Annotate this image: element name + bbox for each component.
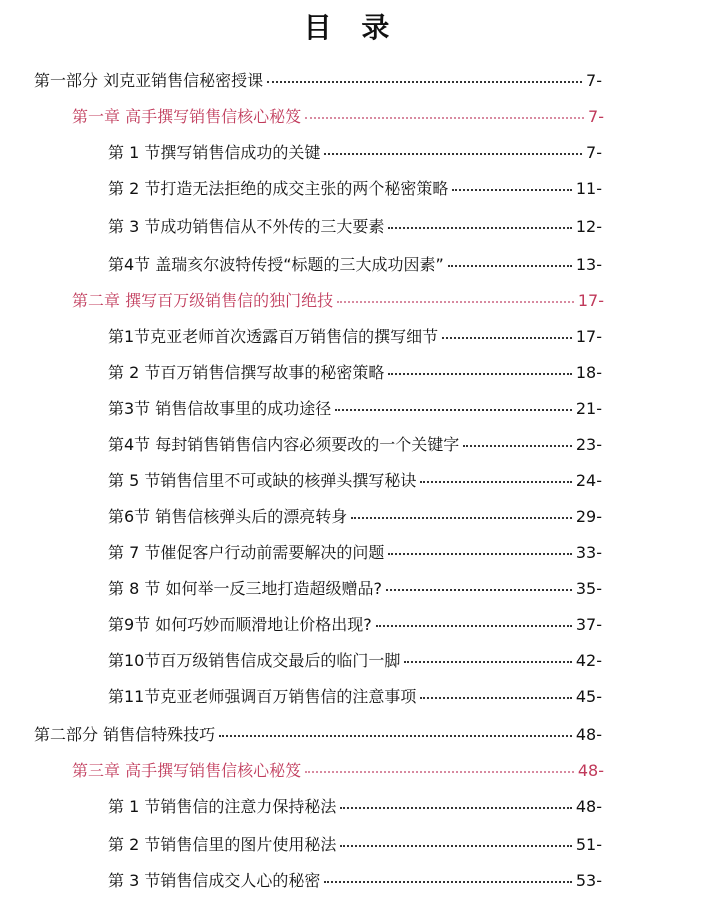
toc-part-entry[interactable]	[34, 722, 602, 748]
toc-section-entry[interactable]	[108, 794, 602, 820]
toc-page-number: 37-	[575, 615, 602, 634]
toc-section-entry[interactable]	[108, 396, 602, 422]
toc-entry-title: 第一章 高手撰写销售信核心秘笈	[72, 107, 302, 126]
toc-entry-title: 第 3 节销售信成交人心的秘密	[108, 871, 321, 890]
toc-page-number: 29-	[575, 507, 602, 526]
toc-entry-title: 第 2 节百万销售信撰写故事的秘密策略	[108, 363, 385, 382]
toc-entry-title: 第二章 撰写百万级销售信的独门绝技	[72, 291, 334, 310]
toc-page-number: 7-	[588, 107, 604, 126]
page-title: 目 录	[303, 11, 400, 44]
toc-page-number: 12-	[575, 217, 602, 236]
toc-chapter-entry[interactable]	[72, 104, 604, 130]
toc-page-number: 7-	[586, 143, 602, 162]
dot-leader	[337, 301, 574, 303]
toc-entry-title: 第4节 盖瑞亥尔波特传授“标题的三大成功因素”	[108, 255, 444, 274]
toc-section-entry[interactable]	[108, 214, 602, 240]
toc-page-number: 51-	[575, 835, 602, 854]
toc-page-number: 53-	[575, 871, 602, 890]
dot-leader	[324, 881, 572, 883]
dot-leader	[452, 189, 572, 191]
toc-page-number: 45-	[575, 687, 602, 706]
toc-entry-title: 第三章 高手撰写销售信核心秘笈	[72, 761, 302, 780]
dot-leader	[404, 661, 571, 663]
toc-page-number: 23-	[575, 435, 602, 454]
toc-entry-title: 第 8 节 如何举一反三地打造超级赠品?	[108, 579, 382, 598]
toc-part-entry[interactable]	[34, 68, 602, 94]
toc-section-entry[interactable]	[108, 504, 602, 530]
dot-leader	[386, 589, 572, 591]
toc-section-entry[interactable]	[108, 140, 602, 166]
toc-entry-title: 第4节 每封销售销售信内容必须要改的一个关键字	[108, 435, 460, 454]
toc-entry-title: 第 2 节打造无法拒绝的成交主张的两个秘密策略	[108, 179, 449, 198]
dot-leader	[388, 373, 572, 375]
toc-page-number: 48-	[575, 797, 602, 816]
toc-entry-title: 第 7 节催促客户行动前需要解决的问题	[108, 543, 385, 562]
dot-leader	[305, 771, 574, 773]
toc-section-entry[interactable]	[108, 684, 602, 710]
dot-leader	[448, 265, 572, 267]
toc-entry-title: 第 3 节成功销售信从不外传的三大要素	[108, 217, 385, 236]
toc-entry-title: 第6节 销售信核弹头后的漂亮转身	[108, 507, 348, 526]
toc-page-number: 42-	[575, 651, 602, 670]
toc-section-entry[interactable]	[108, 360, 602, 386]
dot-leader	[305, 117, 584, 119]
toc-page-number: 11-	[575, 179, 602, 198]
toc-section-entry[interactable]	[108, 832, 602, 858]
toc-page-number: 18-	[575, 363, 602, 382]
toc-entry-title: 第11节克亚老师强调百万销售信的注意事项	[108, 687, 417, 706]
toc-section-entry[interactable]	[108, 252, 602, 278]
toc-section-entry[interactable]	[108, 432, 602, 458]
dot-leader	[267, 81, 582, 83]
toc-page-number: 24-	[575, 471, 602, 490]
toc-entry-title: 第3节 销售信故事里的成功途径	[108, 399, 332, 418]
toc-section-entry[interactable]	[108, 576, 602, 602]
toc-page-number: 35-	[575, 579, 602, 598]
dot-leader	[388, 227, 572, 229]
dot-leader	[219, 735, 572, 737]
dot-leader	[335, 409, 572, 411]
dot-leader	[324, 153, 582, 155]
dot-leader	[463, 445, 572, 447]
toc-section-entry[interactable]	[108, 648, 602, 674]
toc-entry-title: 第二部分 销售信特殊技巧	[34, 725, 216, 744]
toc-section-entry[interactable]	[108, 868, 602, 894]
toc-section-entry[interactable]	[108, 612, 602, 638]
toc-entry-title: 第 1 节撰写销售信成功的关键	[108, 143, 321, 162]
dot-leader	[388, 553, 572, 555]
toc-entry-title: 第9节 如何巧妙而顺滑地让价格出现?	[108, 615, 372, 634]
toc-page-number: 33-	[575, 543, 602, 562]
toc-section-entry[interactable]	[108, 468, 602, 494]
toc-section-entry[interactable]	[108, 176, 602, 202]
dot-leader	[376, 625, 572, 627]
toc-page-number: 7-	[586, 71, 602, 90]
toc-entry-title: 第 1 节销售信的注意力保持秘法	[108, 797, 337, 816]
toc-entry-title: 第1节克亚老师首次透露百万销售信的撰写细节	[108, 327, 439, 346]
toc-entry-title: 第10节百万级销售信成交最后的临门一脚	[108, 651, 401, 670]
toc-page-number: 48-	[577, 761, 604, 780]
dot-leader	[351, 517, 572, 519]
toc-chapter-entry[interactable]	[72, 288, 604, 314]
toc-page-number: 17-	[575, 327, 602, 346]
toc-page-number: 21-	[575, 399, 602, 418]
dot-leader	[340, 807, 572, 809]
toc-chapter-entry[interactable]	[72, 758, 604, 784]
dot-leader	[420, 697, 571, 699]
toc-section-entry[interactable]	[108, 324, 602, 350]
toc-entry-title: 第一部分 刘克亚销售信秘密授课	[34, 71, 264, 90]
dot-leader	[340, 845, 572, 847]
toc-entry-title: 第 5 节销售信里不可或缺的核弹头撰写秘诀	[108, 471, 417, 490]
toc-page-number: 17-	[577, 291, 604, 310]
toc-section-entry[interactable]	[108, 540, 602, 566]
toc-page-number: 13-	[575, 255, 602, 274]
toc-page-number: 48-	[575, 725, 602, 744]
dot-leader	[442, 337, 572, 339]
dot-leader	[420, 481, 572, 483]
toc-entry-title: 第 2 节销售信里的图片使用秘法	[108, 835, 337, 854]
